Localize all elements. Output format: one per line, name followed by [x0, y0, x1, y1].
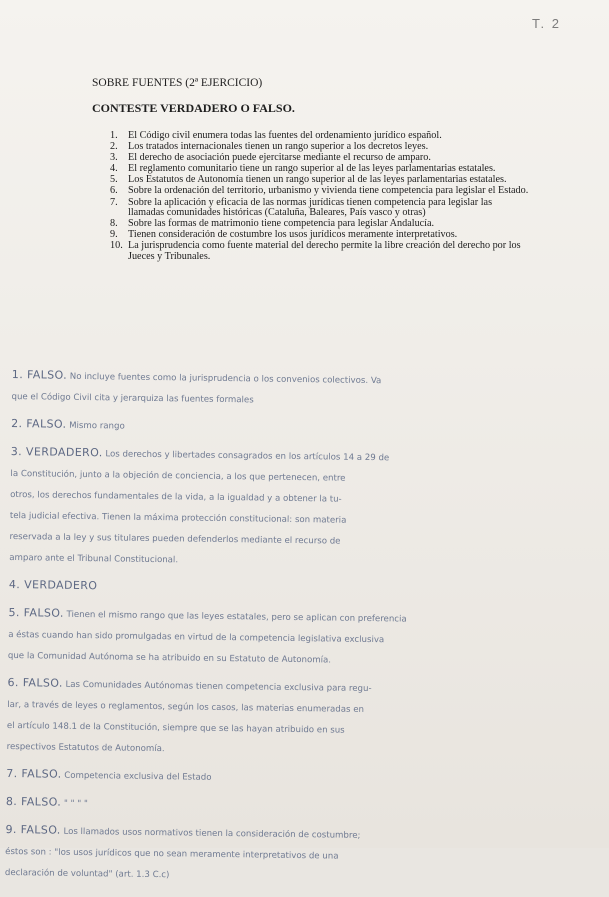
- answer-4: [9, 574, 599, 605]
- answer-line: la Constitución, junto a la objeción de conciencia, a los que pertenecen, entre: [10, 468, 346, 484]
- question-item: 7. Sobre la aplicación y eficacia de las normas jurídicas tienen competencia para legislar las llamadas comunidades históricas (Cataluña, Baleares, País vasco y otras): [110, 196, 493, 219]
- answer-label: 2. FALSO.: [11, 416, 67, 431]
- answer-line: Los derechos y libertades consagrados en los artículos 14 a 29 de: [105, 449, 390, 464]
- answer-6: [6, 672, 597, 766]
- question-item: 9. Tienen consideración de costumbre los usos jurídicos meramente interpretativos.: [110, 229, 458, 241]
- answer-line: Los llamados usos normativos tienen la consideración de costumbre;: [63, 826, 361, 841]
- answer-line: tela judicial efectiva. Tienen la máxima protección constitucional: son materia: [9, 510, 347, 526]
- answer-label: 3. VERDADERO.: [10, 444, 103, 460]
- answer-1: [11, 364, 602, 416]
- answer-line: reservada a la ley y sus titulares pueden defenderlos mediante el recurso de: [9, 531, 341, 547]
- exercise-instruction: CONTESTE VERDADERO O FALSO.: [92, 101, 295, 115]
- question-item: 8. Sobre las formas de matrimonio tiene competencia para legislar Andalucía.: [110, 218, 435, 230]
- answer-2: [11, 413, 601, 444]
- answer-line: amparo ante el Tribunal Constitucional.: [9, 552, 179, 566]
- question-item: 6. Sobre la ordenación del territorio, urbanismo y vivienda tiene competencia para legislar el Estado.: [110, 185, 529, 197]
- answer-line: Tienen el mismo rango que las leyes estatales, pero se aplican con preferencia: [66, 609, 407, 625]
- answer-label: 9. FALSO.: [5, 822, 61, 837]
- question-item: 3. El derecho de asociación puede ejercitarse mediante el recurso de amparo.: [110, 152, 431, 164]
- question-list: [110, 131, 530, 263]
- answer-label: 1. FALSO.: [11, 367, 68, 382]
- question-item: 2. Los tratados internacionales tienen un rango superior a los decretos leyes.: [110, 141, 429, 153]
- exercise-title: SOBRE FUENTES (2ª EJERCICIO): [92, 77, 263, 89]
- answer-label: 7. FALSO.: [6, 766, 62, 781]
- answer-label: 8. FALSO.: [5, 794, 62, 809]
- answer-line: declaración de voluntad" (art. 1.3 C.c): [4, 867, 170, 881]
- answer-8: [6, 791, 596, 822]
- answer-5: [8, 602, 599, 675]
- answer-line: Las Comunidades Autónomas tienen competencia exclusiva para regu-: [65, 679, 372, 695]
- answer-line: que la Comunidad Autónoma se ha atribuido en su Estatuto de Autonomía.: [7, 650, 332, 666]
- handwritten-answers: [5, 364, 602, 897]
- answer-line: respectivos Estatutos de Autonomía.: [6, 741, 165, 755]
- answer-line: No incluye fuentes como la jurisprudencia o los convenios colectivos. Va: [69, 371, 382, 387]
- answer-line: el artículo 148.1 de la Constitución, siempre que se las hayan atribuido en sus: [6, 720, 345, 736]
- answer-3: [9, 441, 601, 577]
- answer-label: 4. VERDADERO: [8, 577, 98, 593]
- answer-line: Competencia exclusiva del Estado: [64, 770, 212, 783]
- question-item: 5. Los Estatutos de Autonomía tienen un rango superior al de las leyes parlamentarias estatales.: [110, 174, 507, 186]
- page-number: T. 2: [532, 16, 561, 31]
- answer-9: [5, 819, 596, 892]
- question-item: 10. La jurisprudencia como fuente material del derecho permite la libre creación del derecho por los Jueces y Tribunales.: [110, 240, 521, 263]
- answer-line: Mismo rango: [69, 420, 125, 432]
- question-item: 4. El reglamento comunitario tiene un rango superior al de las leyes parlamentarias estatales.: [110, 163, 496, 175]
- answer-line: lar, a través de leyes o reglamentos, según los casos, las materias enumeradas en: [7, 699, 365, 715]
- answer-line: que el Código Civil cita y jerarquiza las fuentes formales: [11, 391, 254, 406]
- answer-line: otros, los derechos fundamentales de la vida, a la igualdad y a obtener la tu-: [10, 489, 342, 505]
- answer-line: " " " ": [63, 798, 88, 810]
- answer-label: 5. FALSO.: [8, 605, 64, 620]
- question-item: 1. El Código civil enumera todas las fuentes del ordenamiento jurídico español.: [110, 130, 442, 141]
- answer-label: 6. FALSO.: [7, 675, 63, 690]
- answer-7: [6, 763, 596, 794]
- answer-line: a éstas cuando han sido promulgadas en virtud de la competencia legislativa exclusiva: [8, 629, 385, 646]
- answer-line: éstos son : "los usos jurídicos que no sean meramente interpretativos de una: [5, 846, 339, 862]
